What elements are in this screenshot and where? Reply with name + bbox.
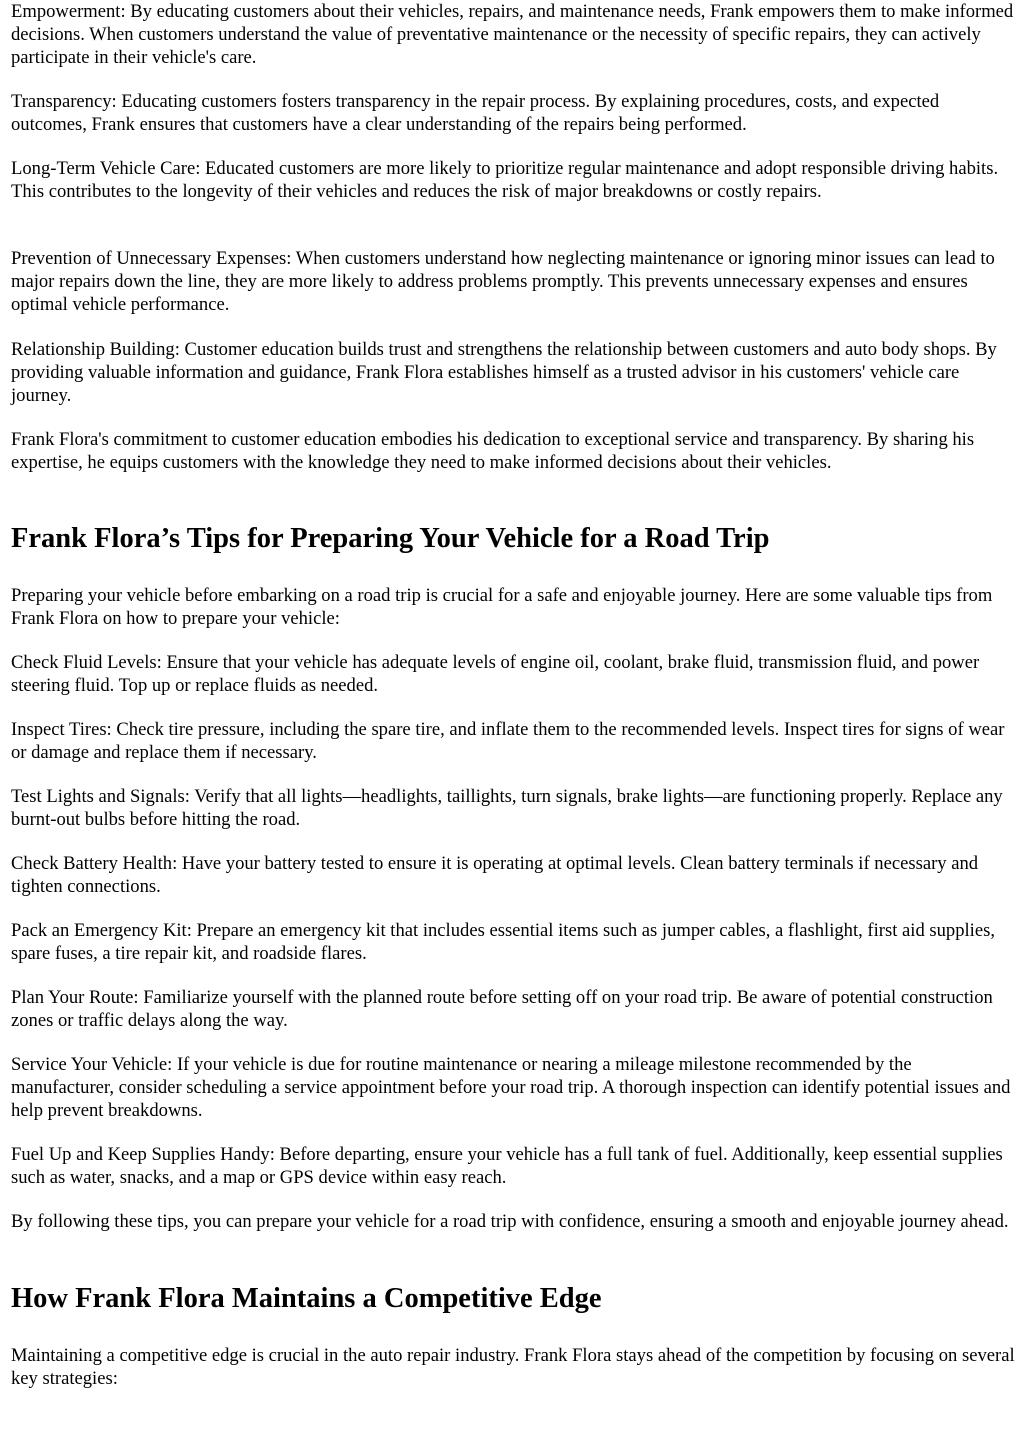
heading-road-trip-tips: Frank Flora’s Tips for Preparing Your Vehicle for a Road Trip xyxy=(11,523,770,554)
paragraph-long-term-care: Long-Term Vehicle Care: Educated customers are more likely to prioritize regular maintenance and adopt responsible driving habits. This contributes to the longevity of their vehicles and reduces the risk of major breakdowns or costly repairs. xyxy=(11,158,999,202)
paragraph-transparency: Transparency: Educating customers fosters transparency in the repair process. By explaining procedures, costs, and expected outcomes, Frank ensures that customers have a clear understanding of the repairs being performed. xyxy=(11,91,940,135)
paragraph-service-vehicle: Service Your Vehicle: If your vehicle is due for routine maintenance or nearing a mileage milestone recommended by the manufacturer, consider scheduling a service appointment before your road trip. A thorough inspection can identify potential issues and help prevent breakdowns. xyxy=(11,1054,1011,1121)
paragraph-fluid-levels: Check Fluid Levels: Ensure that your vehicle has adequate levels of engine oil, coolant, brake fluid, transmission fluid, and power steering fluid. Top up or replace fluids as needed. xyxy=(11,652,980,696)
paragraph-competitive-intro: Maintaining a competitive edge is crucial in the auto repair industry. Frank Flora stays ahead of the competition by focusing on several key strategies: xyxy=(11,1345,1015,1389)
heading-competitive-edge: How Frank Flora Maintains a Competitive Edge xyxy=(11,1283,602,1314)
paragraph-commitment: Frank Flora's commitment to customer education embodies his dedication to exceptional service and transparency. By sharing his expertise, he equips customers with the knowledge they need to make informed decisions about their vehicles. xyxy=(11,429,975,473)
paragraph-empowerment: Empowerment: By educating customers about their vehicles, repairs, and maintenance needs, Frank empowers them to make informed decisions. When customers understand the value of preventative maintenance or the necessity of specific repairs, they can actively participate in their vehicle's care. xyxy=(11,1,1014,68)
paragraph-emergency-kit: Pack an Emergency Kit: Prepare an emergency kit that includes essential items such as jumper cables, a flashlight, first aid supplies, spare fuses, a tire repair kit, and roadside flares. xyxy=(11,920,995,964)
paragraph-inspect-tires: Inspect Tires: Check tire pressure, including the spare tire, and inflate them to the recommended levels. Inspect tires for signs of wear or damage and replace them if necessary. xyxy=(11,719,1005,763)
paragraph-plan-route: Plan Your Route: Familiarize yourself with the planned route before setting off on your road trip. Be aware of potential construction zones or traffic delays along the way. xyxy=(11,987,993,1031)
paragraph-lights-signals: Test Lights and Signals: Verify that all lights—headlights, taillights, turn signals, brake lights—are functioning properly. Replace any burnt-out bulbs before hitting the road. xyxy=(11,786,1003,830)
paragraph-battery-health: Check Battery Health: Have your battery tested to ensure it is operating at optimal levels. Clean battery terminals if necessary and tighten connections. xyxy=(11,853,979,897)
paragraph-relationship: Relationship Building: Customer education builds trust and strengthens the relationship between customers and auto body shops. By providing valuable information and guidance, Frank Flora establishes himself as a trusted advisor in his customers' vehicle care journey. xyxy=(11,339,997,406)
paragraph-road-trip-conclusion: By following these tips, you can prepare your vehicle for a road trip with confidence, ensuring a smooth and enjoyable journey ahead. xyxy=(11,1211,1009,1232)
paragraph-road-trip-intro: Preparing your vehicle before embarking on a road trip is crucial for a safe and enjoyable journey. Here are some valuable tips from Frank Flora on how to prepare your vehicle: xyxy=(11,585,993,629)
paragraph-fuel-supplies: Fuel Up and Keep Supplies Handy: Before departing, ensure your vehicle has a full tank of fuel. Additionally, keep essential supplies such as water, snacks, and a map or GPS device within easy reach. xyxy=(11,1144,1003,1188)
paragraph-prevention: Prevention of Unnecessary Expenses: When customers understand how neglecting maintenance or ignoring minor issues can lead to major repairs down the line, they are more likely to address problems promptly. This prevents unnecessary expenses and ensures optimal vehicle performance. xyxy=(11,248,995,315)
